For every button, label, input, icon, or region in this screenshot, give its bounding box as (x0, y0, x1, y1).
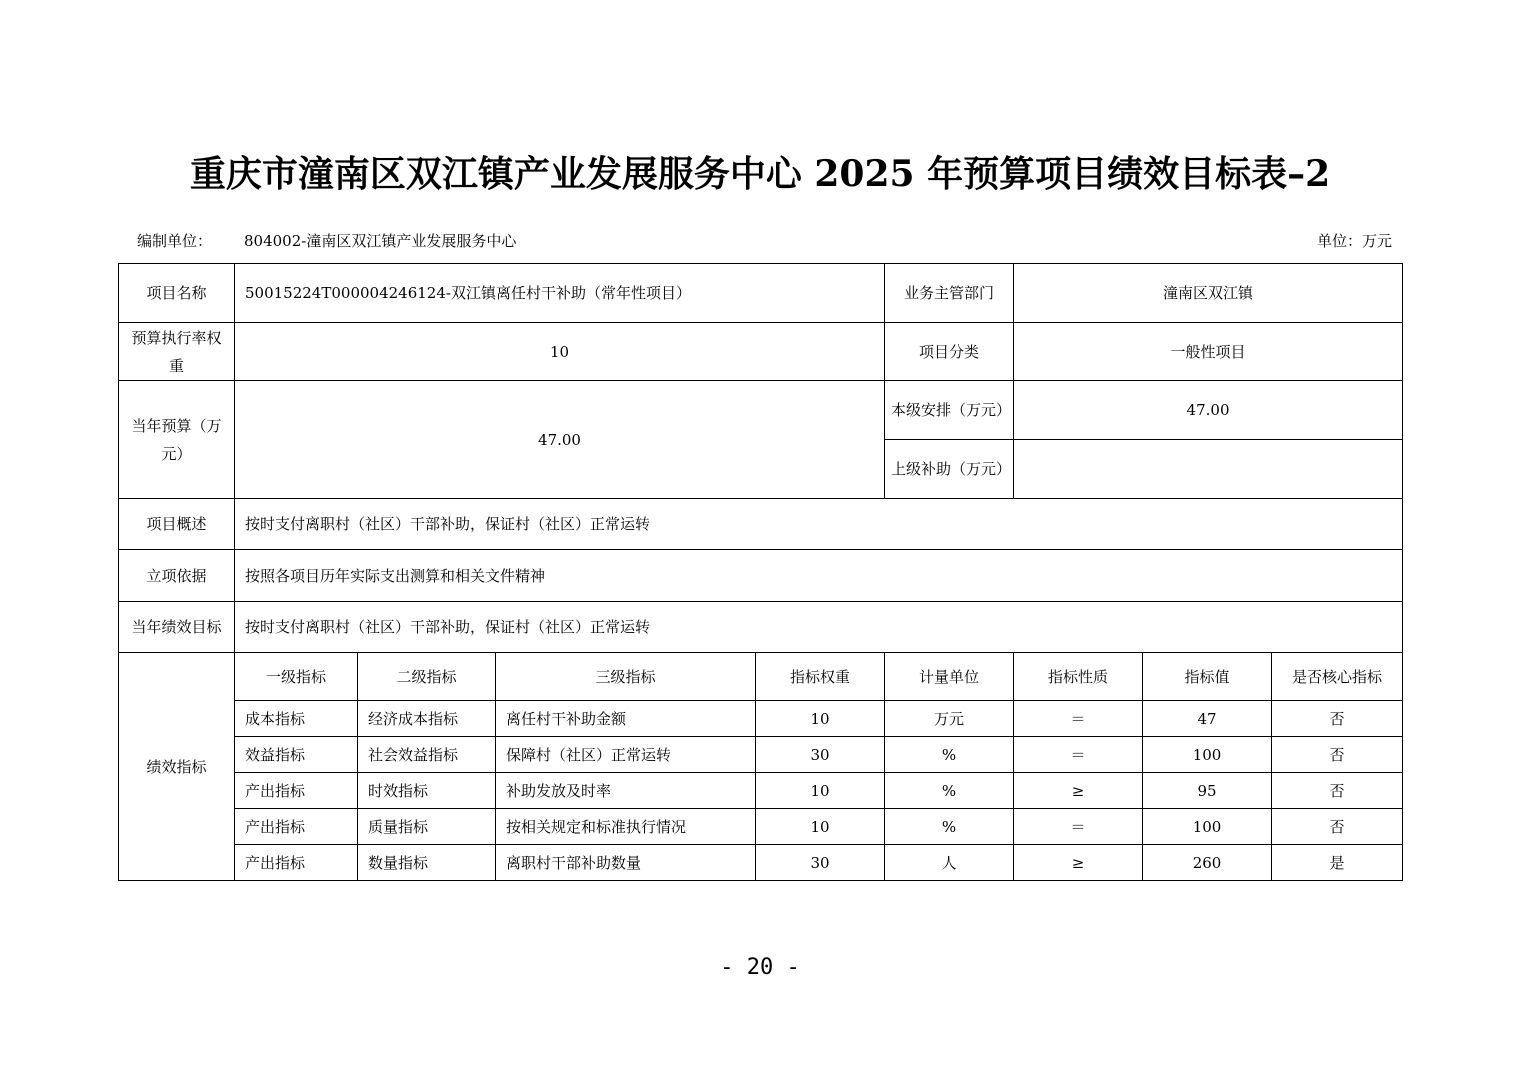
nature-cell: ＝ (1014, 809, 1143, 845)
core-cell: 是 (1272, 845, 1403, 881)
unit-cell: % (885, 737, 1014, 773)
table-row (119, 809, 1403, 845)
table-row (119, 773, 1403, 809)
org-value: 804002-潼南区双江镇产业发展服务中心 (244, 232, 517, 250)
weight-cell: 10 (756, 773, 885, 809)
table-row (119, 701, 1403, 737)
level1-cell: 产出指标 (235, 809, 358, 845)
category-label: 项目分类 (885, 323, 1014, 381)
core-cell: 否 (1272, 701, 1403, 737)
weight-cell: 10 (756, 701, 885, 737)
nature-cell: ≥ (1014, 845, 1143, 881)
indicator-header: 指标性质 (1014, 653, 1143, 701)
level3-cell: 离职村干部补助数量 (496, 845, 756, 881)
exec-rate-label: 预算执行率权重 (119, 323, 235, 381)
level3-cell: 保障村（社区）正常运转 (496, 737, 756, 773)
indicator-header: 指标权重 (756, 653, 885, 701)
goal-value: 按时支付离职村（社区）干部补助，保证村（社区）正常运转 (235, 602, 1403, 653)
core-cell: 否 (1272, 737, 1403, 773)
nature-cell: ＝ (1014, 701, 1143, 737)
performance-table (118, 263, 1403, 881)
local-label: 本级安排（万元） (885, 381, 1014, 440)
upper-value (1014, 440, 1403, 499)
weight-cell: 30 (756, 737, 885, 773)
level1-cell: 成本指标 (235, 701, 358, 737)
weight-cell: 30 (756, 845, 885, 881)
nature-cell: ＝ (1014, 737, 1143, 773)
level1-cell: 产出指标 (235, 845, 358, 881)
unit-cell: % (885, 773, 1014, 809)
indicator-header: 二级指标 (358, 653, 496, 701)
level2-cell: 数量指标 (358, 845, 496, 881)
core-cell: 否 (1272, 773, 1403, 809)
level3-cell: 离任村干补助金额 (496, 701, 756, 737)
indicator-header: 三级指标 (496, 653, 756, 701)
value-cell: 260 (1143, 845, 1272, 881)
value-cell: 47 (1143, 701, 1272, 737)
category-value: 一般性项目 (1014, 323, 1403, 381)
basis-label: 立项依据 (119, 550, 235, 602)
page-title: 重庆市潼南区双江镇产业发展服务中心 2025 年预算项目绩效目标表–2 (189, 153, 1331, 195)
value-cell: 100 (1143, 809, 1272, 845)
weight-cell: 10 (756, 809, 885, 845)
indicators-label: 绩效指标 (119, 653, 235, 881)
level3-cell: 按相关规定和标准执行情况 (496, 809, 756, 845)
nature-cell: ≥ (1014, 773, 1143, 809)
level2-cell: 时效指标 (358, 773, 496, 809)
basis-value: 按照各项目历年实际支出测算和相关文件精神 (235, 550, 1403, 602)
level1-cell: 产出指标 (235, 773, 358, 809)
upper-label: 上级补助（万元） (885, 440, 1014, 499)
unit-cell: 人 (885, 845, 1014, 881)
dept-label: 业务主管部门 (885, 264, 1014, 323)
indicator-header: 一级指标 (235, 653, 358, 701)
exec-rate-value: 10 (235, 323, 885, 381)
table-row (119, 737, 1403, 773)
level2-cell: 经济成本指标 (358, 701, 496, 737)
overview-label: 项目概述 (119, 499, 235, 550)
core-cell: 否 (1272, 809, 1403, 845)
budget-label: 当年预算（万元） (119, 381, 235, 499)
local-value: 47.00 (1014, 381, 1403, 440)
indicator-header: 计量单位 (885, 653, 1014, 701)
table-row (119, 845, 1403, 881)
org-label: 编制单位： (137, 232, 213, 250)
unit-label: 单位：万元 (1316, 232, 1392, 250)
dept-value: 潼南区双江镇 (1014, 264, 1403, 323)
level2-cell: 社会效益指标 (358, 737, 496, 773)
overview-value: 按时支付离职村（社区）干部补助，保证村（社区）正常运转 (235, 499, 1403, 550)
indicator-header: 指标值 (1143, 653, 1272, 701)
org-info (137, 230, 516, 251)
indicator-header: 是否核心指标 (1272, 653, 1403, 701)
project-name-label: 项目名称 (119, 264, 235, 323)
value-cell: 100 (1143, 737, 1272, 773)
value-cell: 95 (1143, 773, 1272, 809)
page-number: - 20 - (720, 955, 800, 980)
unit-cell: 万元 (885, 701, 1014, 737)
goal-label: 当年绩效目标 (119, 602, 235, 653)
level2-cell: 质量指标 (358, 809, 496, 845)
level3-cell: 补助发放及时率 (496, 773, 756, 809)
project-name-value: 50015224T000004246124-双江镇离任村干补助（常年性项目） (235, 264, 885, 323)
unit-cell: % (885, 809, 1014, 845)
budget-value: 47.00 (235, 381, 885, 499)
level1-cell: 效益指标 (235, 737, 358, 773)
